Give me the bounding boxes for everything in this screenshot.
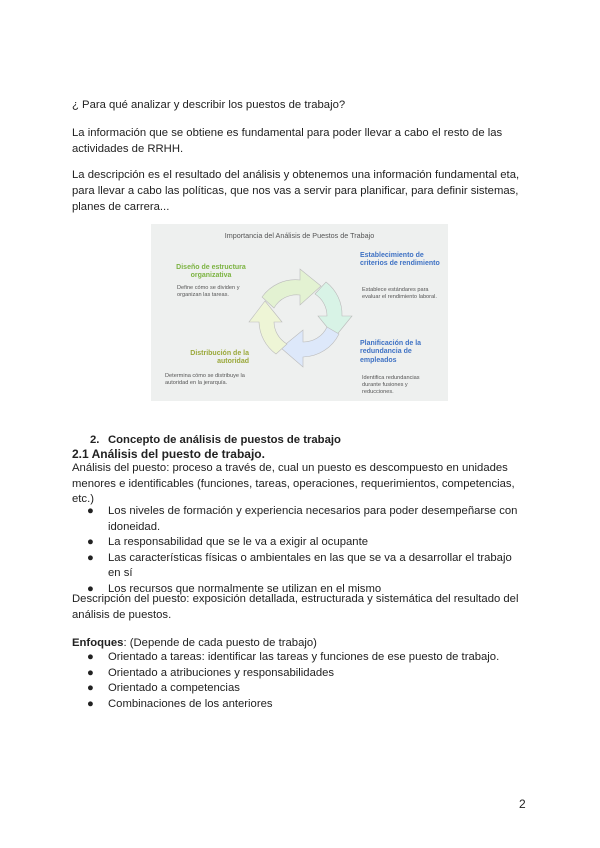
quadrant-label-redundancy-planning: Planificación de la redundancia de empleados <box>360 340 422 364</box>
description-paragraph: Descripción del puesto: exposición detallada, estructurada y sistemática del resultado del análisis de puestos. <box>72 593 519 621</box>
quadrant-desc-structure-design: Define cómo se dividen y organizan las tareas. <box>177 285 240 298</box>
requirements-list <box>72 504 524 598</box>
page-number: 2 <box>519 797 526 811</box>
enfoques-label: Enfoques <box>72 637 124 649</box>
list-item: ● Los niveles de formación y experiencia necesarios para poder desempeñarse con idoneidad. <box>87 505 518 533</box>
cycle-arrow-bottom-left <box>249 301 287 354</box>
list-item: ● La responsabilidad que se le va a exigir al ocupante <box>72 535 524 551</box>
cycle-arrow-bottom-right <box>281 327 339 367</box>
list-item: ● Orientado a atribuciones y responsabilidades <box>72 666 524 682</box>
bullet-dot: ● <box>87 682 94 695</box>
list-item: ● Los recursos que normalmente se utilizan en el mismo <box>72 582 524 598</box>
quadrant-desc-redundancy-planning: Identifica redundancias durante fusiones y reducciones. <box>362 375 420 395</box>
definition-paragraph: Análisis del puesto: proceso a través de, cual un puesto es descompuesto en unidades menores e identificables (funciones, tareas, operaciones, requerimientos, competencias, etc.) <box>72 462 515 506</box>
bullet-dot: ● <box>87 582 94 595</box>
section-heading-number: 2. <box>90 434 100 446</box>
figure-title: Importancia del Análisis de Puestos de Trabajo <box>224 231 375 240</box>
intro-paragraph-2: La descripción es el resultado del análisis y obtenemos una información fundamental eta, para llevar a cabo las políticas, que nos vas a servir para planificar, para definir sistemas, planes de carrera... <box>72 169 520 213</box>
bullet-dot: ● <box>87 651 94 663</box>
list-item: ● Orientado a competencias <box>72 681 524 697</box>
bullet-dot: ● <box>87 666 94 679</box>
enfoques-list <box>72 650 524 712</box>
quadrant-label-authority-distribution: Distribución de la autoridad <box>190 350 249 366</box>
subsection-heading: 2.1 Análisis del puesto de trabajo. <box>72 447 265 461</box>
enfoques-line <box>72 635 524 651</box>
quadrant-desc-authority-distribution: Determina cómo se distribuye la autoridad en la jerarquía. <box>165 373 245 386</box>
question-heading: ¿ Para qué analizar y describir los puestos de trabajo? <box>72 99 346 111</box>
intro-paragraph-1: La información que se obtiene es fundamental para poder llevar a cabo el resto de las actividades de RRHH. <box>72 127 503 155</box>
quadrant-label-structure-design: Diseño de estructura organizativa <box>176 264 246 280</box>
cycle-arrow-top-right <box>315 282 352 337</box>
analysis-importance-figure <box>151 224 448 401</box>
bullet-dot: ● <box>87 551 94 564</box>
enfoques-note: : (Depende de cada puesto de trabajo) <box>123 637 317 649</box>
quadrant-label-performance-criteria: Establecimiento de criterios de rendimiento <box>360 252 440 268</box>
list-item: ● Orientado a tareas: identificar las tareas y funciones de ese puesto de trabajo. <box>72 650 524 666</box>
list-item: ● Combinaciones de los anteriores <box>72 697 524 713</box>
section-heading-text: Concepto de análisis de puestos de trabajo <box>108 434 341 446</box>
bullet-dot: ● <box>87 505 94 517</box>
list-item: ● Las características físicas o ambientales en las que se va a desarrollar el trabajo en sí <box>87 551 512 580</box>
quadrant-desc-performance-criteria: Establece estándares para evaluar el rendimiento laboral. <box>362 287 437 300</box>
cycle-arrow-top-left <box>262 269 321 308</box>
bullet-dot: ● <box>87 697 94 710</box>
bullet-dot: ● <box>87 536 94 549</box>
